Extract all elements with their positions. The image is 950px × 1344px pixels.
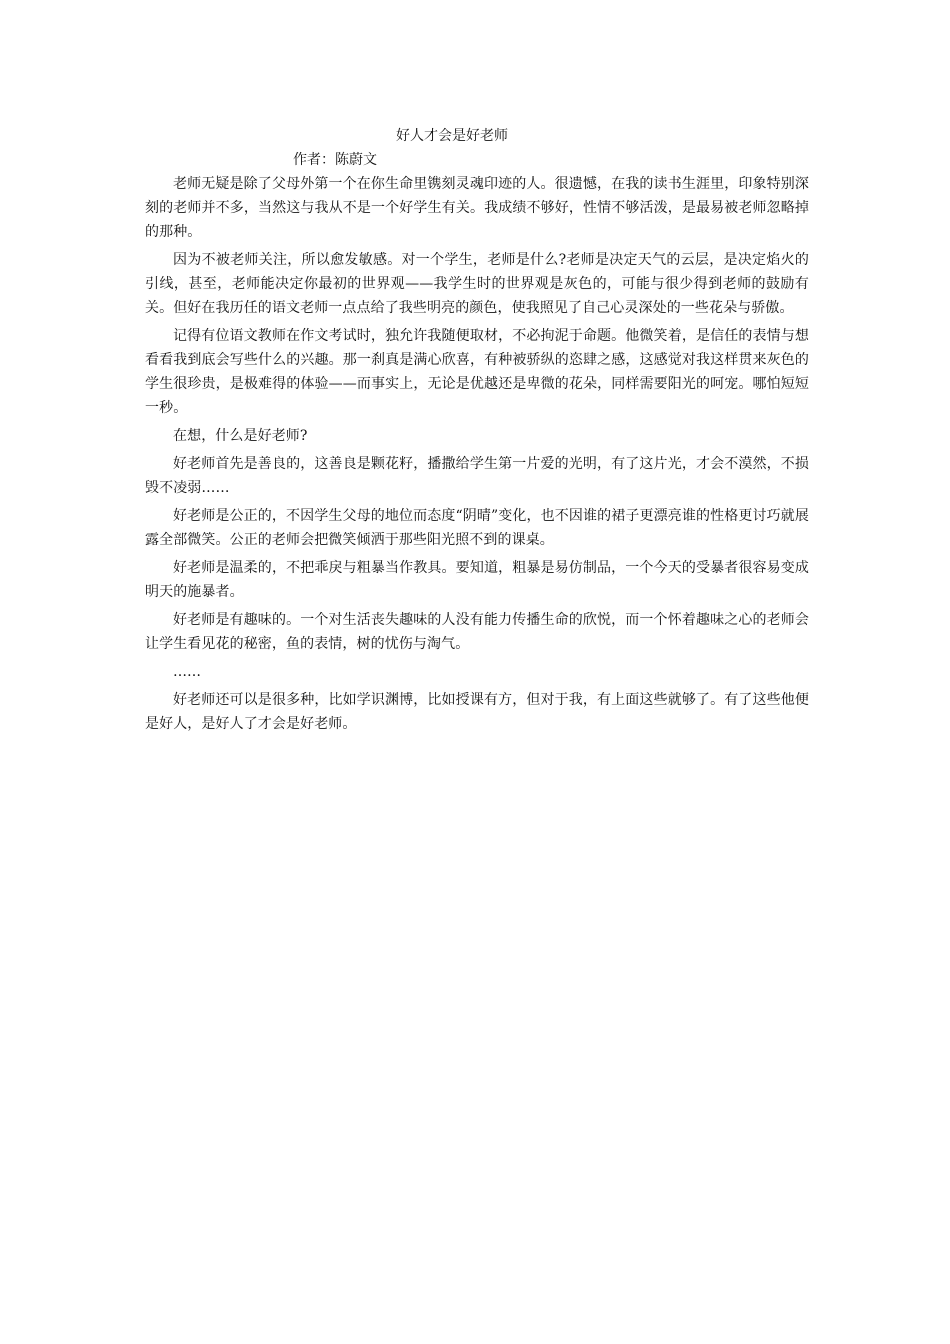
paragraph: 好老师是温柔的，不把乖戾与粗暴当作教具。要知道，粗暴是易仿制品，一个今天的受暴者很容易变成明天的施暴者。: [145, 560, 809, 600]
closing-paragraph: 好老师还可以是很多种，比如学识渊博，比如授课有方，但对于我，有上面这些就够了。有了这些他便是好人，是好人了才会是好老师。: [145, 692, 809, 732]
document-body: [145, 124, 809, 740]
document-title: 好人才会是好老师: [396, 128, 508, 144]
ellipsis-line: ……: [173, 664, 201, 680]
paragraph: 因为不被老师关注，所以愈发敏感。对一个学生，老师是什么?老师是决定天气的云层，是决定焰火的引线，甚至，老师能决定你最初的世界观——我学生时的世界观是灰色的，可能与很少得到老师的鼓励有关。但好在我历任的语文老师一点点给了我些明亮的颜色，使我照见了自己心灵深处的一些花朵与骄傲。: [145, 252, 809, 316]
paragraph: 老师无疑是除了父母外第一个在你生命里镌刻灵魂印迹的人。很遗憾，在我的读书生涯里，印象特别深刻的老师并不多，当然这与我从不是一个好学生有关。我成绩不够好，性情不够活泼，是最易被老师忽略掉的那种。: [145, 176, 809, 240]
paragraph: 在想，什么是好老师?: [173, 428, 308, 444]
paragraph: 好老师首先是善良的，这善良是颗花籽，播撒给学生第一片爱的光明，有了这片光，才会不漠然，不损毁不凌弱……: [145, 456, 809, 496]
paragraph: 好老师是公正的，不因学生父母的地位而态度“阴晴”变化，也不因谁的裙子更漂亮谁的性格更讨巧就展露全部微笑。公正的老师会把微笑倾洒于那些阳光照不到的课桌。: [145, 508, 809, 548]
paragraph: 好老师是有趣味的。一个对生活丧失趣味的人没有能力传播生命的欣悦，而一个怀着趣味之心的老师会让学生看见花的秘密，鱼的表情，树的忧伤与淘气。: [145, 612, 809, 652]
paragraph: 记得有位语文教师在作文考试时，独允许我随便取材，不必拘泥于命题。他微笑着，是信任的表情与想看看我到底会写些什么的兴趣。那一刹真是满心欣喜，有种被骄纵的恣肆之感，这感觉对我这样贯来灰色的学生很珍贵，是极难得的体验——而事实上，无论是优越还是卑微的花朵，同样需要阳光的呵宠。哪怕短短一秒。: [145, 328, 809, 416]
document-author: 作者：陈蔚文: [293, 152, 377, 168]
